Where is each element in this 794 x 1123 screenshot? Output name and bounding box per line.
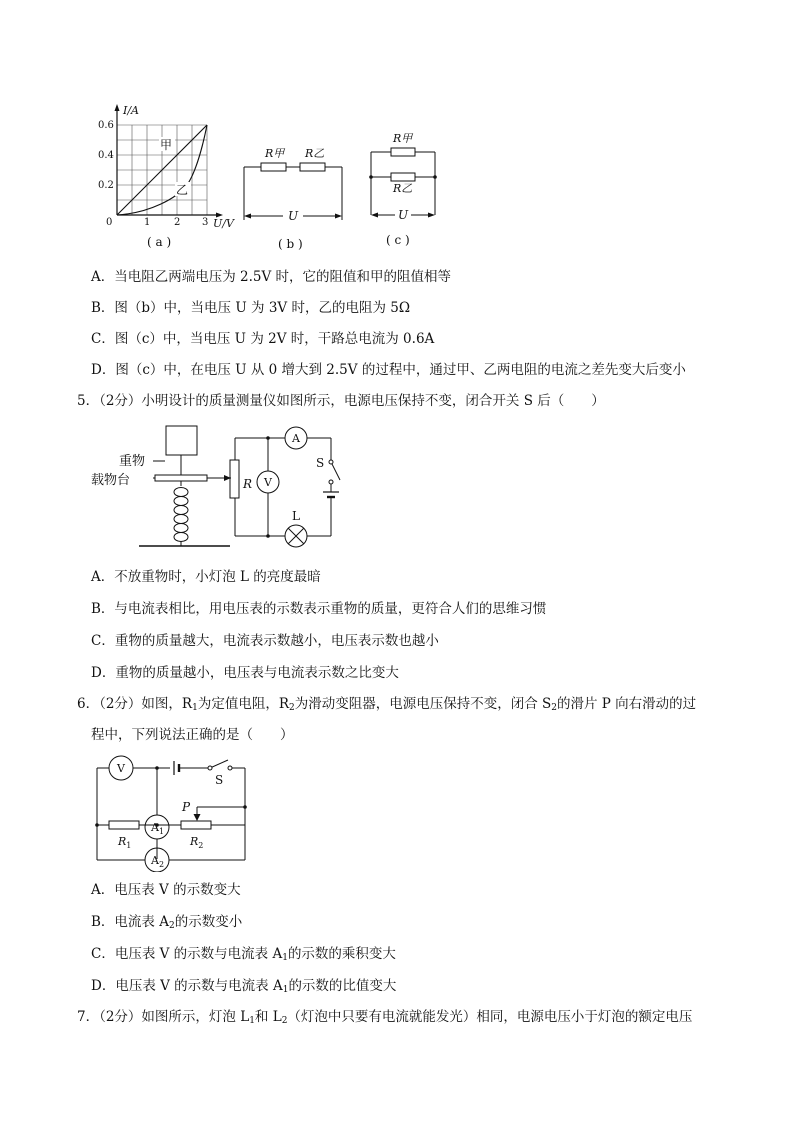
- q5-option-a: A．不放重物时，小灯泡 L 的亮度最暗: [91, 569, 321, 585]
- q4-option-b: B．图（b）中，当电压 U 为 3V 时，乙的电阻为 5Ω: [91, 300, 411, 316]
- label-r2: $R_2$: [190, 835, 204, 850]
- rheostat-r2: [181, 821, 211, 829]
- q7-stem: 7．（2分）如图所示，灯泡 $L_1$和 $L_2$（灯泡中只要有电流就能发光）相同，电源电压小于灯泡的额定电压: [77, 1009, 693, 1026]
- label-platform: 载物台: [91, 473, 131, 488]
- q6-circuit-figure: [92, 752, 257, 872]
- series-circuit-figure: [238, 140, 350, 255]
- switch-s-q6: [210, 760, 228, 768]
- figure-b-caption: ( b ): [278, 237, 303, 251]
- label-a: A: [292, 432, 300, 445]
- label-r-jia-c: R甲: [393, 132, 413, 145]
- y-tick-06: 0.6: [98, 120, 114, 131]
- resistor-jia: [261, 163, 286, 171]
- iu-graph-figure: [95, 100, 240, 260]
- q6-option-a: A．电压表 V 的示数变大: [91, 882, 241, 898]
- resistor-jia-parallel: [391, 148, 415, 156]
- label-voltage-u: U: [288, 209, 299, 223]
- parallel-circuit-figure: [365, 127, 445, 255]
- label-r: R: [243, 477, 253, 491]
- label-r1: $R_1$: [118, 835, 132, 850]
- y-tick-02: 0.2: [98, 180, 114, 191]
- spring: [174, 488, 188, 542]
- y-axis-label: I/A: [123, 104, 139, 117]
- resistor-r1: [109, 821, 139, 829]
- label-a2: $A_2$: [151, 854, 165, 869]
- label-p: P: [182, 800, 191, 814]
- label-r-yi: R乙: [305, 147, 325, 160]
- curve-label-yi: 乙: [176, 183, 189, 197]
- figure-a-caption: ( a ): [147, 235, 172, 249]
- resistor-yi-parallel: [391, 173, 415, 181]
- x-tick-2: 2: [174, 217, 181, 228]
- q6-option-b: B．电流表 $A_2$的示数变小: [91, 914, 243, 931]
- q6-stem-line1: 6．（2分）如图，$R_1$为定值电阻，$R_2$为滑动变阻器，电源电压保持不变，闭合 $S_2$的滑片 P 向右滑动的过: [77, 696, 697, 713]
- curve-label-jia: 甲: [160, 138, 173, 152]
- q4-option-a: A．当电阻乙两端电压为 2.5V 时，它的阻值和甲的阻值相等: [91, 269, 452, 285]
- q6-stem-line2: 程中，下列说法正确的是（ ）: [91, 727, 294, 743]
- q4-option-d: D．图（c）中，在电压 U 从 0 增大到 2.5V 的过程中，通过甲、乙两电阻的电流之差先变大后变小: [91, 362, 686, 378]
- label-voltage-u-c: U: [398, 208, 409, 222]
- q5-option-c: C．重物的质量越大，电流表示数越小，电压表示数也越小: [91, 633, 439, 649]
- x-tick-1: 1: [144, 217, 151, 228]
- label-s: S: [316, 456, 325, 470]
- x-tick-3: 3: [202, 217, 209, 228]
- resistor-yi: [300, 163, 325, 171]
- label-s-q6: S: [215, 773, 224, 787]
- label-l: L: [292, 509, 300, 523]
- switch-s: [331, 462, 340, 480]
- figure-c-caption: ( c ): [386, 233, 410, 247]
- label-r-yi-c: R乙: [393, 182, 413, 195]
- q6-option-c: C．电压表 V 的示数与电流表 $A_1$的示数的乘积变大: [91, 946, 396, 963]
- x-axis-label: U/V: [213, 217, 234, 230]
- q6-option-d: D．电压表 V 的示数与电流表 $A_1$的示数的比值变大: [91, 978, 397, 995]
- label-v-q6: V: [117, 762, 125, 775]
- q4-option-c: C．图（c）中，当电压 U 为 2V 时，干路总电流为 0.6A: [91, 331, 435, 347]
- q5-option-b: B．与电流表相比，用电压表的示数表示重物的质量，更符合人们的思维习惯: [91, 601, 547, 617]
- label-weight: 重物: [119, 454, 146, 469]
- weight-block: [166, 426, 197, 455]
- platform: [155, 475, 207, 481]
- label-v: V: [264, 476, 272, 489]
- q5-stem: 5．（2分）小明设计的质量测量仪如图所示，电源电压保持不变，闭合开关 S 后（ ）: [77, 393, 605, 409]
- y-tick-04: 0.4: [98, 150, 114, 161]
- label-a1: $A_1$: [151, 821, 165, 836]
- label-r-jia: R甲: [265, 147, 285, 160]
- rheostat-r: [230, 460, 239, 498]
- x-tick-0: 0: [106, 217, 113, 228]
- q5-option-d: D．重物的质量越小，电压表与电流表示数之比变大: [91, 665, 399, 681]
- mass-meter-circuit-figure: [85, 422, 365, 557]
